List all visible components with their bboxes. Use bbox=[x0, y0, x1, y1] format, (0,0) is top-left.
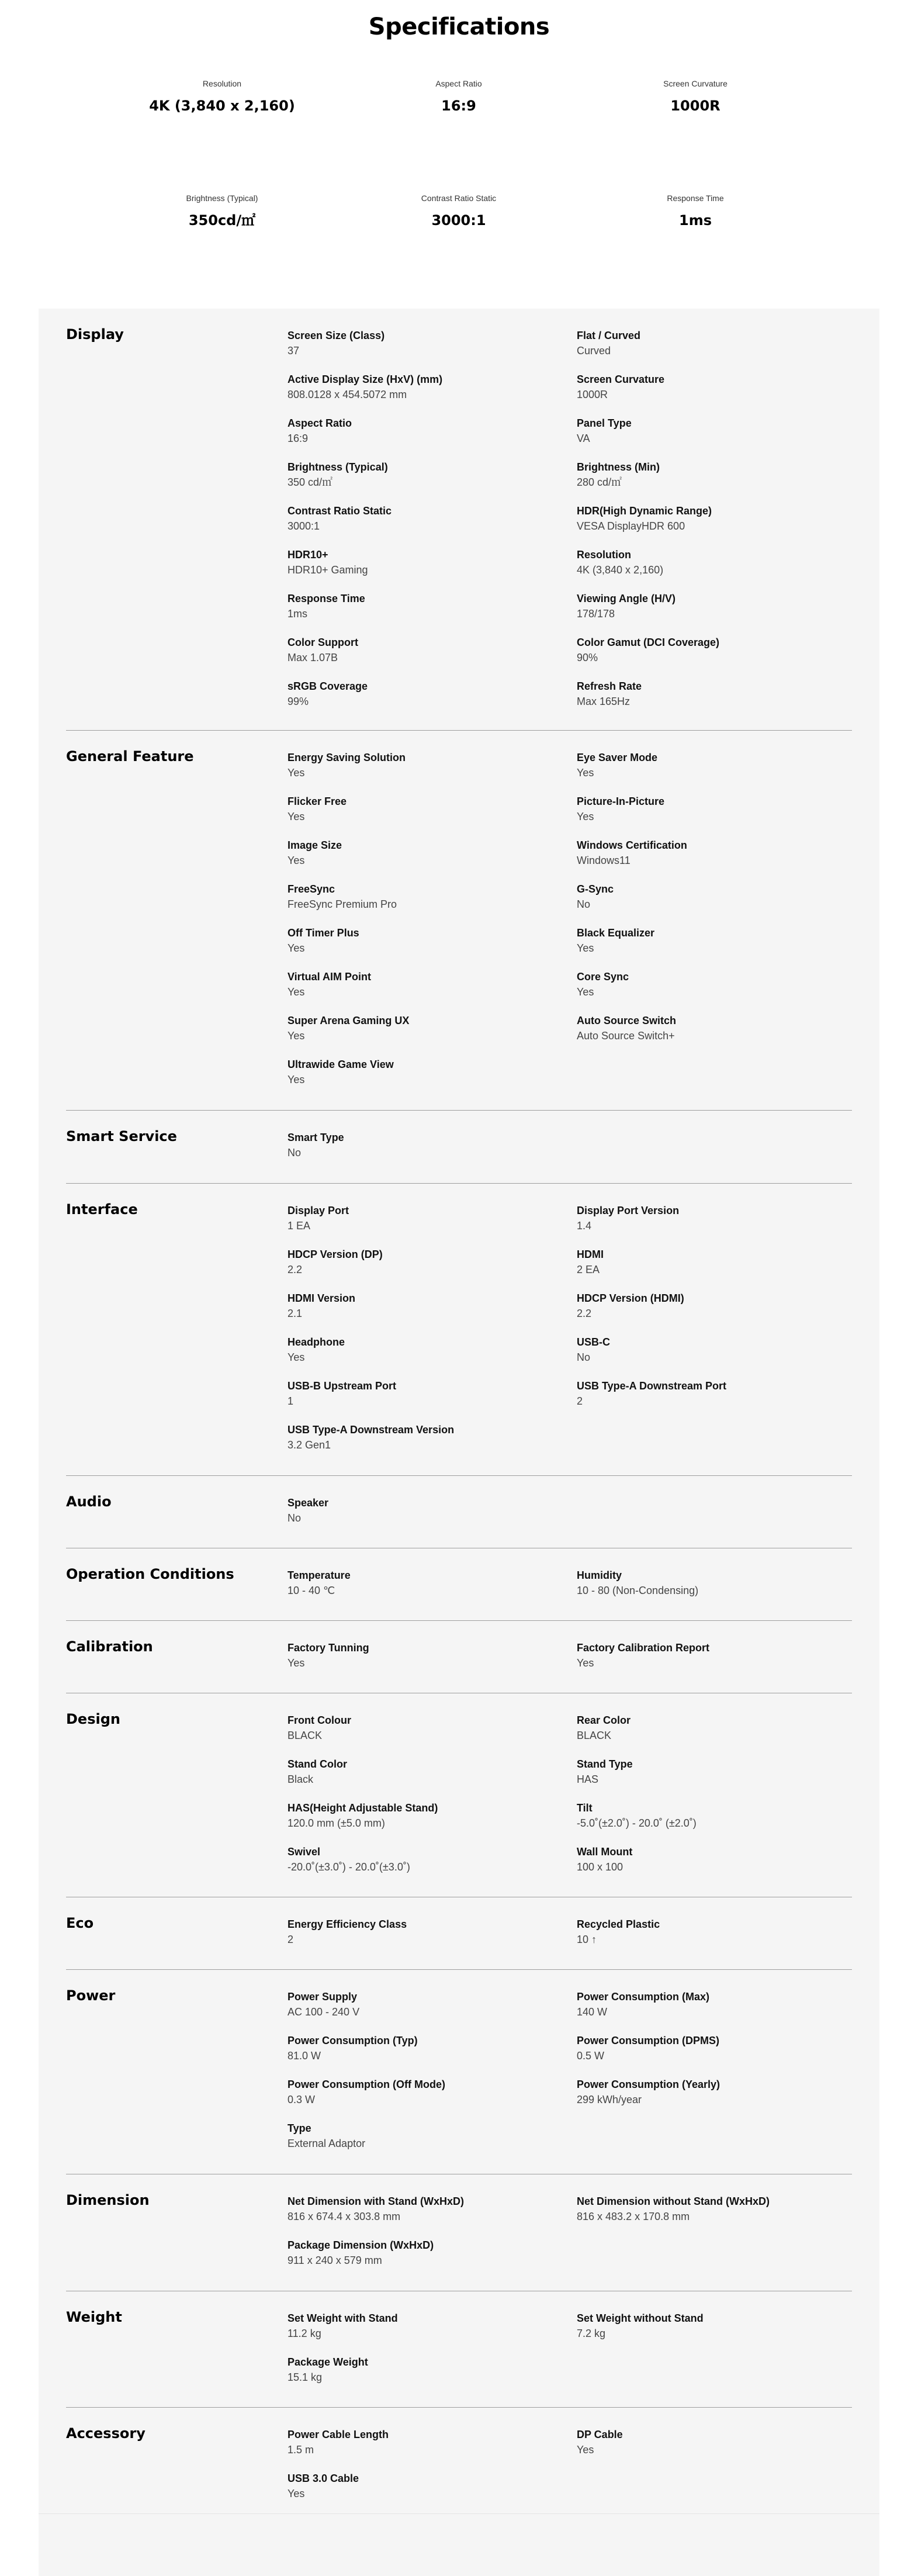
spec-item bbox=[287, 2311, 568, 2341]
spec-item bbox=[287, 2033, 568, 2063]
spec-section-dimension bbox=[66, 2174, 852, 2291]
spec-value: Auto Source Switch+ bbox=[577, 1030, 675, 1042]
spec-item bbox=[577, 1334, 857, 1365]
spec-item bbox=[287, 2427, 568, 2457]
spec-value: 2.2 bbox=[287, 1264, 303, 1275]
spec-item bbox=[577, 1844, 857, 1875]
key-spec-brightness bbox=[105, 193, 339, 229]
spec-value: 280 cd/㎡ bbox=[577, 476, 622, 488]
spec-label: Recycled Plastic bbox=[577, 1918, 660, 1930]
spec-section-operation-conditions bbox=[66, 1548, 852, 1621]
key-spec-aspect-ratio bbox=[342, 78, 576, 115]
spec-item bbox=[287, 750, 568, 780]
section-title: Power bbox=[66, 1987, 116, 2004]
key-spec-label: Aspect Ratio bbox=[435, 79, 482, 88]
spec-value: Yes bbox=[287, 1074, 305, 1085]
spec-label: Set Weight without Stand bbox=[577, 2312, 704, 2324]
spec-item bbox=[577, 1640, 857, 1671]
spec-item bbox=[577, 1013, 857, 1043]
spec-value: HAS bbox=[577, 1773, 599, 1785]
spec-item bbox=[287, 925, 568, 956]
spec-item bbox=[577, 1568, 857, 1598]
spec-label: Flat / Curved bbox=[577, 330, 641, 341]
spec-label: Display Port Version bbox=[577, 1205, 680, 1216]
spec-item bbox=[577, 838, 857, 868]
key-spec-value: 350cd/㎡ bbox=[188, 212, 256, 229]
spec-label: Package Dimension (WxHxD) bbox=[287, 2239, 434, 2251]
key-spec-label: Screen Curvature bbox=[663, 79, 728, 88]
spec-label: USB-C bbox=[577, 1336, 610, 1348]
spec-value: 90% bbox=[577, 652, 598, 663]
spec-item bbox=[577, 1917, 857, 1947]
spec-section-accessory bbox=[66, 2408, 852, 2513]
spec-value: Yes bbox=[287, 767, 305, 779]
spec-label: Net Dimension with Stand (WxHxD) bbox=[287, 2195, 465, 2207]
spec-value: 99% bbox=[287, 696, 309, 707]
spec-label: HDMI bbox=[577, 1249, 604, 1260]
spec-section-eco bbox=[66, 1897, 852, 1970]
key-spec-value: 16:9 bbox=[441, 98, 476, 114]
spec-value: 1ms bbox=[287, 608, 308, 620]
spec-label: Tilt bbox=[577, 1802, 593, 1814]
spec-value: -20.0˚(±3.0˚) - 20.0˚(±3.0˚) bbox=[287, 1861, 410, 1873]
spec-label: Smart Type bbox=[287, 1132, 344, 1143]
spec-item bbox=[577, 2427, 857, 2457]
section-title: Eco bbox=[66, 1915, 94, 1931]
spec-label: USB-B Upstream Port bbox=[287, 1380, 397, 1392]
spec-item bbox=[287, 2194, 568, 2224]
spec-value: 7.2 kg bbox=[577, 2328, 606, 2339]
spec-label: Speaker bbox=[287, 1497, 329, 1509]
spec-label: G-Sync bbox=[577, 883, 614, 895]
spec-item bbox=[287, 794, 568, 824]
spec-value: 299 kWh/year bbox=[577, 2094, 642, 2105]
spec-item bbox=[287, 1203, 568, 1233]
spec-value: Yes bbox=[577, 1657, 594, 1669]
spec-item bbox=[577, 1378, 857, 1409]
spec-value: Yes bbox=[577, 767, 594, 779]
spec-item bbox=[287, 372, 568, 402]
spec-value: 10 ↑ bbox=[577, 1934, 597, 1945]
spec-value: 10 - 40 ℃ bbox=[287, 1585, 335, 1596]
spec-label: Active Display Size (HxV) (mm) bbox=[287, 374, 443, 385]
spec-value: 15.1 kg bbox=[287, 2371, 323, 2383]
key-spec-value: 3000:1 bbox=[431, 212, 486, 229]
spec-label: Power Consumption (Off Mode) bbox=[287, 2079, 445, 2090]
spec-value: No bbox=[287, 1147, 302, 1159]
spec-item bbox=[287, 2077, 568, 2107]
spec-value: Yes bbox=[577, 942, 594, 954]
spec-value: 1000R bbox=[577, 389, 608, 400]
spec-value: 37 bbox=[287, 345, 300, 357]
spec-label: Power Supply bbox=[287, 1991, 358, 2003]
spec-value: 1.4 bbox=[577, 1220, 592, 1232]
spec-item bbox=[287, 1713, 568, 1743]
spec-value: No bbox=[287, 1512, 302, 1524]
spec-section-smart-service bbox=[66, 1111, 852, 1184]
spec-label: Set Weight with Stand bbox=[287, 2312, 398, 2324]
spec-item bbox=[287, 635, 568, 665]
spec-label: USB Type-A Downstream Port bbox=[577, 1380, 727, 1392]
spec-item bbox=[287, 1844, 568, 1875]
key-spec-contrast-ratio bbox=[342, 193, 576, 229]
key-spec-value: 1000R bbox=[670, 98, 720, 114]
spec-label: Power Consumption (Max) bbox=[577, 1991, 710, 2003]
spec-value: 911 x 240 x 579 mm bbox=[287, 2255, 382, 2266]
spec-label: FreeSync bbox=[287, 883, 335, 895]
spec-section-design bbox=[66, 1693, 852, 1897]
spec-label: Resolution bbox=[577, 549, 631, 561]
panel-divider bbox=[39, 2513, 879, 2514]
spec-item bbox=[287, 328, 568, 358]
spec-item bbox=[287, 2471, 568, 2501]
spec-item bbox=[577, 328, 857, 358]
spec-label: Panel Type bbox=[577, 417, 632, 429]
spec-item bbox=[577, 2311, 857, 2341]
spec-item bbox=[577, 679, 857, 709]
spec-item bbox=[287, 1495, 568, 1526]
spec-value: 178/178 bbox=[577, 608, 615, 620]
spec-item bbox=[287, 2121, 568, 2151]
spec-item bbox=[577, 1756, 857, 1787]
spec-item bbox=[577, 1800, 857, 1831]
spec-value: Max 1.07B bbox=[287, 652, 338, 663]
spec-value: 3000:1 bbox=[287, 520, 320, 532]
spec-item bbox=[577, 750, 857, 780]
spec-value: 816 x 674.4 x 303.8 mm bbox=[287, 2211, 401, 2222]
spec-label: Screen Curvature bbox=[577, 374, 665, 385]
spec-value: Yes bbox=[287, 1657, 305, 1669]
spec-section-interface bbox=[66, 1184, 852, 1476]
section-title: Interface bbox=[66, 1201, 138, 1218]
spec-value: 120.0 mm (±5.0 mm) bbox=[287, 1817, 385, 1829]
spec-item bbox=[287, 1378, 568, 1409]
key-spec-resolution bbox=[105, 78, 339, 115]
spec-item bbox=[577, 1291, 857, 1321]
spec-section-general-feature bbox=[66, 731, 852, 1111]
spec-value: 81.0 W bbox=[287, 2050, 321, 2062]
section-title: Audio bbox=[66, 1493, 112, 1510]
spec-label: HDCP Version (HDMI) bbox=[577, 1292, 684, 1304]
spec-label: Viewing Angle (H/V) bbox=[577, 593, 676, 604]
section-title: Smart Service bbox=[66, 1128, 177, 1144]
spec-label: Net Dimension without Stand (WxHxD) bbox=[577, 2195, 770, 2207]
spec-item bbox=[577, 2194, 857, 2224]
section-title: Display bbox=[66, 326, 124, 343]
spec-value: Yes bbox=[287, 811, 305, 822]
spec-label: Type bbox=[287, 2122, 311, 2134]
spec-value: BLACK bbox=[287, 1730, 323, 1741]
spec-item bbox=[577, 2077, 857, 2107]
spec-value: 0.3 W bbox=[287, 2094, 316, 2105]
spec-label: Humidity bbox=[577, 1569, 622, 1581]
spec-item bbox=[577, 591, 857, 621]
spec-item bbox=[287, 881, 568, 912]
spec-item bbox=[577, 503, 857, 534]
spec-value: AC 100 - 240 V bbox=[287, 2006, 360, 2018]
key-spec-label: Brightness (Typical) bbox=[186, 193, 258, 203]
spec-label: Factory Calibration Report bbox=[577, 1642, 710, 1654]
spec-label: Factory Tunning bbox=[287, 1642, 369, 1654]
spec-value: 16:9 bbox=[287, 433, 309, 444]
spec-label: Picture-In-Picture bbox=[577, 796, 665, 807]
spec-value: Max 165Hz bbox=[577, 696, 631, 707]
spec-label: Rear Color bbox=[577, 1714, 631, 1726]
spec-value: 1 bbox=[287, 1395, 294, 1407]
spec-label: sRGB Coverage bbox=[287, 680, 368, 692]
spec-item bbox=[577, 1203, 857, 1233]
spec-label: HAS(Height Adjustable Stand) bbox=[287, 1802, 438, 1814]
spec-section-audio bbox=[66, 1476, 852, 1548]
spec-value: 808.0128 x 454.5072 mm bbox=[287, 389, 407, 400]
spec-label: Stand Color bbox=[287, 1758, 347, 1770]
page-title: Specifications bbox=[368, 13, 550, 40]
spec-item bbox=[287, 1989, 568, 2020]
spec-value: Yes bbox=[287, 1030, 305, 1042]
spec-value: Yes bbox=[287, 986, 305, 998]
spec-label: Color Support bbox=[287, 637, 358, 648]
key-spec-screen-curvature bbox=[578, 78, 812, 115]
spec-value: Yes bbox=[577, 986, 594, 998]
spec-label: Flicker Free bbox=[287, 796, 347, 807]
spec-value: 100 x 100 bbox=[577, 1861, 623, 1873]
spec-value: 2 EA bbox=[577, 1264, 600, 1275]
spec-section-display bbox=[66, 309, 852, 731]
spec-item bbox=[577, 635, 857, 665]
spec-item bbox=[287, 547, 568, 578]
spec-item bbox=[287, 1291, 568, 1321]
spec-value: Yes bbox=[577, 2444, 594, 2456]
key-spec-label: Contrast Ratio Static bbox=[421, 193, 497, 203]
spec-label: Windows Certification bbox=[577, 839, 687, 851]
spec-value: 4K (3,840 x 2,160) bbox=[577, 564, 664, 576]
spec-label: Energy Saving Solution bbox=[287, 752, 406, 763]
spec-label: Contrast Ratio Static bbox=[287, 505, 392, 517]
spec-item bbox=[577, 1989, 857, 2020]
spec-label: HDR10+ bbox=[287, 549, 328, 561]
section-title: Accessory bbox=[66, 2425, 146, 2442]
spec-value: 350 cd/㎡ bbox=[287, 476, 333, 488]
spec-item bbox=[577, 925, 857, 956]
spec-value: No bbox=[577, 898, 591, 910]
spec-item bbox=[577, 969, 857, 1000]
spec-value: Curved bbox=[577, 345, 611, 357]
section-title: Calibration bbox=[66, 1638, 153, 1655]
spec-value: 2 bbox=[287, 1934, 294, 1945]
spec-label: DP Cable bbox=[577, 2429, 623, 2440]
spec-value: 2.1 bbox=[287, 1308, 303, 1319]
spec-item bbox=[287, 459, 568, 490]
spec-value: 816 x 483.2 x 170.8 mm bbox=[577, 2211, 690, 2222]
spec-label: Core Sync bbox=[577, 971, 629, 983]
spec-label: HDR(High Dynamic Range) bbox=[577, 505, 712, 517]
spec-value: Yes bbox=[577, 811, 594, 822]
spec-label: Brightness (Typical) bbox=[287, 461, 388, 473]
spec-label: Auto Source Switch bbox=[577, 1015, 677, 1026]
key-spec-response-time bbox=[578, 193, 812, 229]
spec-value: HDR10+ Gaming bbox=[287, 564, 368, 576]
spec-item bbox=[287, 1800, 568, 1831]
spec-label: Virtual AIM Point bbox=[287, 971, 372, 983]
spec-value: Black bbox=[287, 1773, 314, 1785]
spec-item bbox=[287, 1917, 568, 1947]
spec-item bbox=[577, 881, 857, 912]
section-title: Weight bbox=[66, 2309, 122, 2325]
spec-value: Yes bbox=[287, 1351, 305, 1363]
spec-value: -5.0˚(±2.0˚) - 20.0˚ (±2.0˚) bbox=[577, 1817, 697, 1829]
spec-item bbox=[287, 1640, 568, 1671]
section-title: Dimension bbox=[66, 2192, 150, 2208]
spec-item bbox=[287, 591, 568, 621]
spec-value: 11.2 kg bbox=[287, 2328, 321, 2339]
spec-item bbox=[577, 459, 857, 490]
spec-section-weight bbox=[66, 2291, 852, 2408]
spec-label: Energy Efficiency Class bbox=[287, 1918, 407, 1930]
spec-label: Swivel bbox=[287, 1846, 321, 1858]
spec-item bbox=[287, 416, 568, 446]
spec-label: Power Consumption (Typ) bbox=[287, 2035, 418, 2046]
spec-item bbox=[287, 1422, 568, 1453]
spec-label: Stand Type bbox=[577, 1758, 633, 1770]
spec-label: Off Timer Plus bbox=[287, 927, 359, 939]
key-spec-value: 1ms bbox=[679, 212, 712, 229]
spec-label: Super Arena Gaming UX bbox=[287, 1015, 410, 1026]
spec-label: Temperature bbox=[287, 1569, 351, 1581]
section-title: General Feature bbox=[66, 748, 194, 765]
spec-value: 1.5 m bbox=[287, 2444, 314, 2456]
spec-item bbox=[287, 503, 568, 534]
spec-label: Ultrawide Game View bbox=[287, 1059, 394, 1070]
spec-label: Black Equalizer bbox=[577, 927, 655, 939]
spec-label: Screen Size (Class) bbox=[287, 330, 385, 341]
spec-item bbox=[287, 679, 568, 709]
spec-label: USB Type-A Downstream Version bbox=[287, 1424, 455, 1436]
spec-label: Power Consumption (Yearly) bbox=[577, 2079, 720, 2090]
spec-item bbox=[287, 838, 568, 868]
spec-item bbox=[577, 794, 857, 824]
spec-value: BLACK bbox=[577, 1730, 612, 1741]
spec-item bbox=[287, 1334, 568, 1365]
key-spec-label: Resolution bbox=[202, 79, 242, 88]
spec-value: External Adaptor bbox=[287, 2138, 366, 2149]
spec-value: 1 EA bbox=[287, 1220, 311, 1232]
spec-value: 2 bbox=[577, 1395, 583, 1407]
spec-value: VESA DisplayHDR 600 bbox=[577, 520, 685, 532]
spec-value: 3.2 Gen1 bbox=[287, 1439, 331, 1451]
spec-section-power bbox=[66, 1970, 852, 2174]
spec-label: Image Size bbox=[287, 839, 342, 851]
spec-item bbox=[287, 2238, 568, 2268]
spec-item bbox=[577, 547, 857, 578]
key-spec-value: 4K (3,840 x 2,160) bbox=[149, 98, 295, 114]
spec-label: USB 3.0 Cable bbox=[287, 2473, 359, 2484]
spec-label: Color Gamut (DCI Coverage) bbox=[577, 637, 720, 648]
spec-value: Windows11 bbox=[577, 855, 631, 866]
spec-label: Brightness (Min) bbox=[577, 461, 660, 473]
spec-label: Refresh Rate bbox=[577, 680, 642, 692]
spec-label: Package Weight bbox=[287, 2356, 368, 2368]
spec-item bbox=[287, 1013, 568, 1043]
spec-label: HDCP Version (DP) bbox=[287, 1249, 383, 1260]
section-title: Design bbox=[66, 1711, 120, 1727]
spec-label: Aspect Ratio bbox=[287, 417, 352, 429]
spec-item bbox=[287, 1568, 568, 1598]
spec-label: Eye Saver Mode bbox=[577, 752, 658, 763]
spec-item bbox=[577, 372, 857, 402]
spec-item bbox=[287, 1247, 568, 1277]
spec-value: VA bbox=[577, 433, 590, 444]
spec-label: Power Consumption (DPMS) bbox=[577, 2035, 719, 2046]
spec-value: 140 W bbox=[577, 2006, 608, 2018]
spec-label: Wall Mount bbox=[577, 1846, 633, 1858]
spec-label: Response Time bbox=[287, 593, 365, 604]
spec-panel bbox=[39, 309, 879, 2576]
spec-item bbox=[287, 1756, 568, 1787]
spec-item bbox=[287, 2354, 568, 2385]
spec-item bbox=[287, 1057, 568, 1087]
spec-item bbox=[287, 969, 568, 1000]
spec-item bbox=[577, 416, 857, 446]
spec-value: FreeSync Premium Pro bbox=[287, 898, 397, 910]
spec-item bbox=[577, 2033, 857, 2063]
key-spec-label: Response Time bbox=[667, 193, 724, 203]
spec-label: Headphone bbox=[287, 1336, 345, 1348]
spec-label: Display Port bbox=[287, 1205, 349, 1216]
spec-value: 2.2 bbox=[577, 1308, 592, 1319]
spec-value: Yes bbox=[287, 855, 305, 866]
spec-value: Yes bbox=[287, 942, 305, 954]
spec-label: Front Colour bbox=[287, 1714, 351, 1726]
spec-value: No bbox=[577, 1351, 591, 1363]
spec-item bbox=[287, 1130, 568, 1160]
section-title: Operation Conditions bbox=[66, 1566, 234, 1582]
spec-value: 10 - 80 (Non-Condensing) bbox=[577, 1585, 699, 1596]
spec-label: Power Cable Length bbox=[287, 2429, 389, 2440]
spec-item bbox=[577, 1247, 857, 1277]
spec-label: HDMI Version bbox=[287, 1292, 356, 1304]
spec-value: 0.5 W bbox=[577, 2050, 605, 2062]
spec-item bbox=[577, 1713, 857, 1743]
spec-section-calibration bbox=[66, 1621, 852, 1693]
spec-value: Yes bbox=[287, 2488, 305, 2499]
